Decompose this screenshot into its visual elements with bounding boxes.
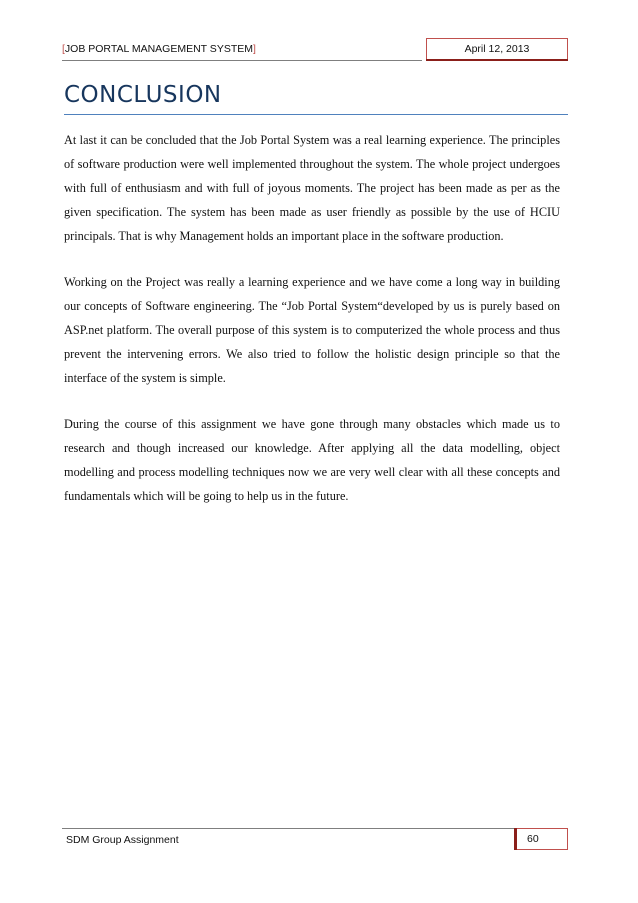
paragraph-2: Working on the Project was really a learning experience and we have come a long way in building our concepts of Software engineering. The “Job Portal System“developed by us is purely based on ASP.net platform. The overall purpose of this system is to computerized the whole process and thus prevent the intervening errors. We also tried to follow the holistic design principle so that the interface of the system is simple. <box>64 275 560 385</box>
footer-rule <box>62 828 514 829</box>
section-heading: CONCLUSION <box>64 80 568 115</box>
body-text <box>64 128 560 530</box>
footer-page-box <box>514 828 568 850</box>
paragraph-1: At last it can be concluded that the Job Portal System was a real learning experience. The principles of software production were well implemented throughout the system. The whole project undergoes with full of enthusiasm and with full of joyous moments. The project has been made as per as the given specification. The system has been made as user friendly as possible by the use of HCIU principals. That is why Management holds an important place in the software production. <box>64 133 560 243</box>
header-title-text: JOB PORTAL MANAGEMENT SYSTEM <box>64 43 253 55</box>
page-number: 60 <box>527 833 539 845</box>
header-document-title <box>62 38 422 61</box>
paragraph-3: During the course of this assignment we have gone through many obstacles which made us to research and though increased our knowledge. After applying all the data modelling, object modelling and process modelling techniques now we are very well clear with all these concepts and fundamentals which will be going to help us in the future. <box>64 417 560 503</box>
header-date-accent-bar <box>426 59 568 61</box>
header-bracket-close: ] <box>252 43 256 55</box>
header-date-box <box>426 38 568 60</box>
header-rule <box>62 60 422 61</box>
header-date: April 12, 2013 <box>464 43 530 55</box>
header-bracket-open: [ <box>62 43 65 55</box>
footer-page-accent-bar <box>514 828 517 850</box>
page-footer <box>62 828 568 850</box>
footer-label: SDM Group Assignment <box>66 834 179 846</box>
page-header <box>62 38 568 62</box>
